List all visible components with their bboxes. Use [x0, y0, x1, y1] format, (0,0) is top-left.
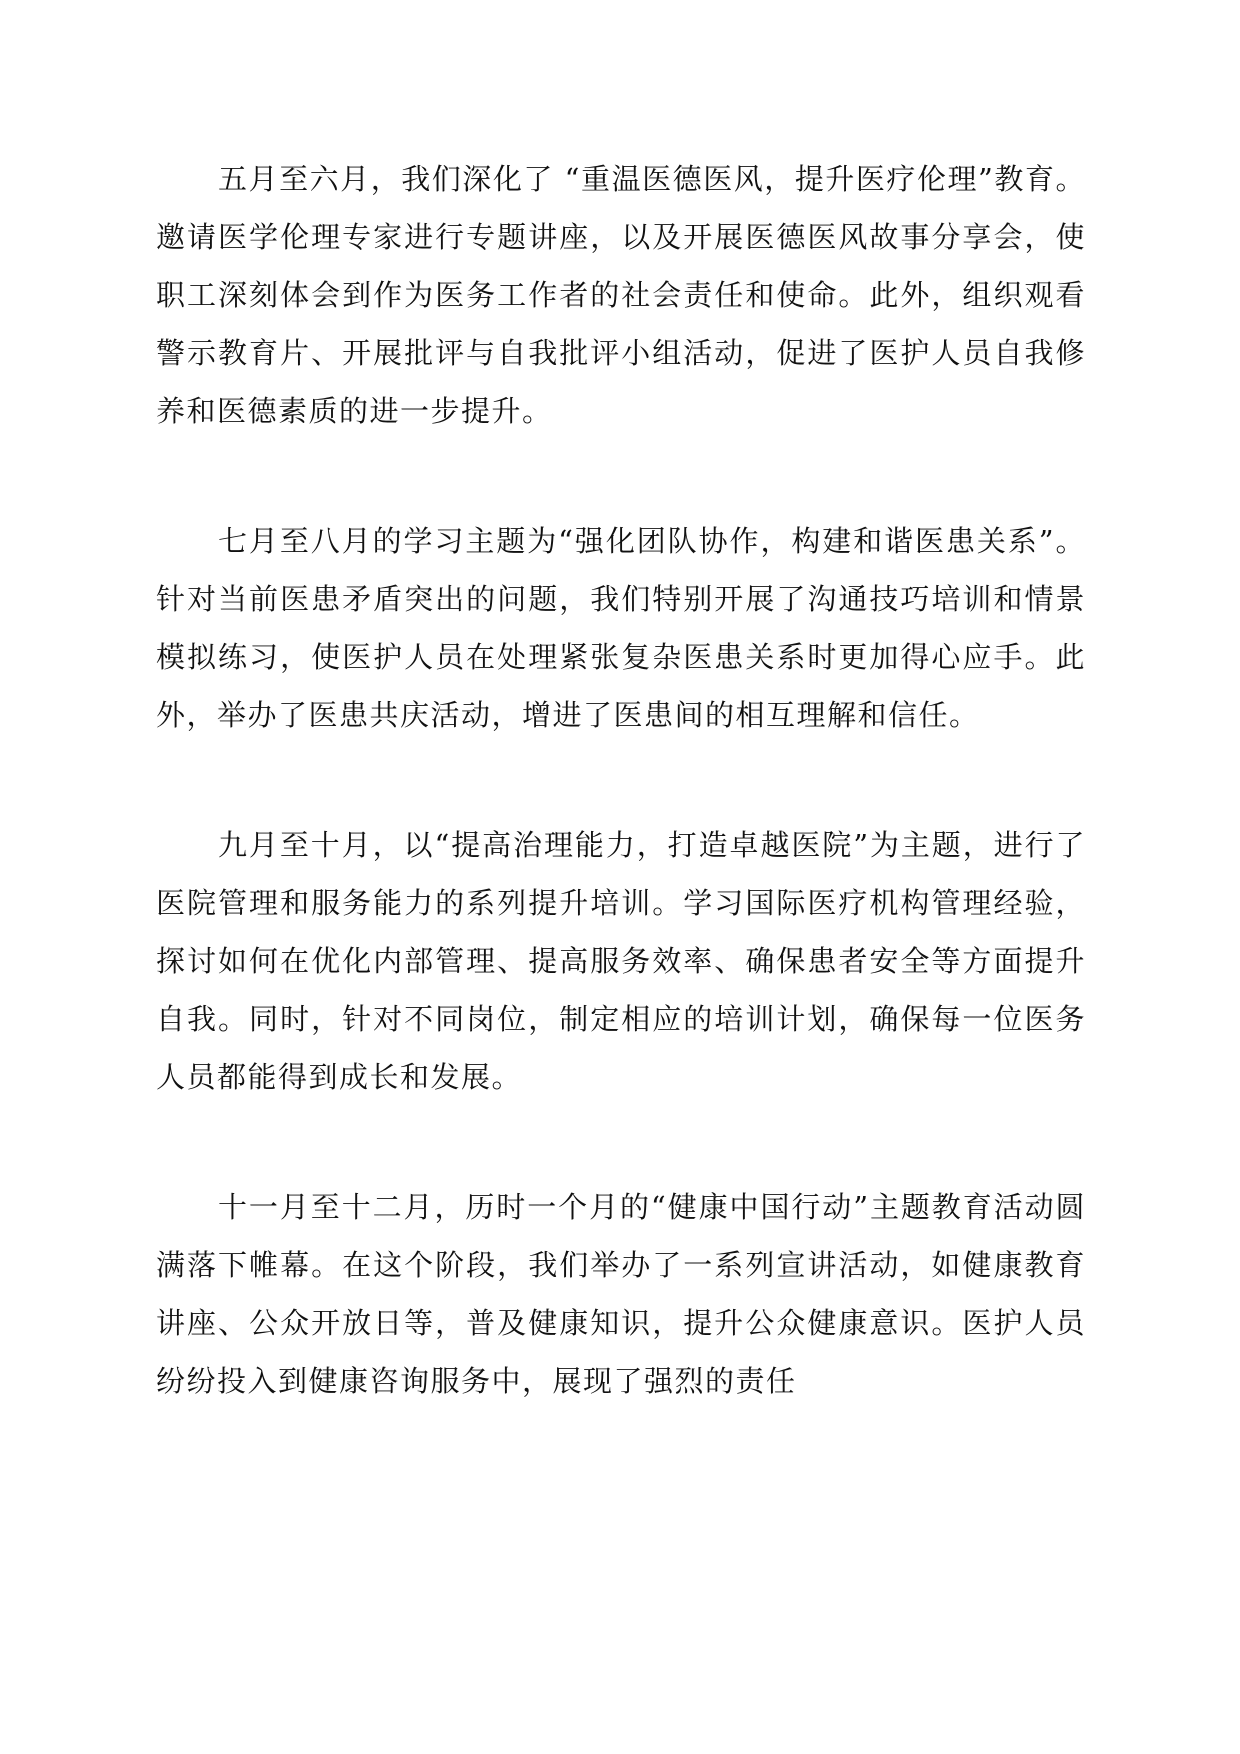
paragraph-november-december: 十一月至十二月，历时一个月的“健康中国行动”主题教育活动圆满落下帷幕。在这个阶段，我们举办了一系列宣讲活动，如健康教育讲座、公众开放日等，普及健康知识，提升公众健康意识。医护人员纷纷投入到健康咨询服务中，展现了强烈的责任	[156, 1190, 1086, 1398]
document-body	[156, 150, 1086, 1482]
paragraph-july-august: 七月至八月的学习主题为“强化团队协作，构建和谐医患关系”。针对当前医患矛盾突出的问题，我们特别开展了沟通技巧培训和情景模拟练习，使医护人员在处理紧张复杂医患关系时更加得心应手。此外，举办了医患共庆活动，增进了医患间的相互理解和信任。	[156, 524, 1086, 732]
paragraph-september-october: 九月至十月，以“提高治理能力，打造卓越医院”为主题，进行了医院管理和服务能力的系列提升培训。学习国际医疗机构管理经验，探讨如何在优化内部管理、提高服务效率、确保患者安全等方面提升自我。同时，针对不同岗位，制定相应的培训计划，确保每一位医务人员都能得到成长和发展。	[156, 828, 1086, 1094]
paragraph-may-june: 五月至六月，我们深化了 “重温医德医风，提升医疗伦理”教育。邀请医学伦理专家进行专题讲座，以及开展医德医风故事分享会，使职工深刻体会到作为医务工作者的社会责任和使命。此外，组织观看警示教育片、开展批评与自我批评小组活动，促进了医护人员自我修养和医德素质的进一步提升。	[156, 162, 1086, 428]
